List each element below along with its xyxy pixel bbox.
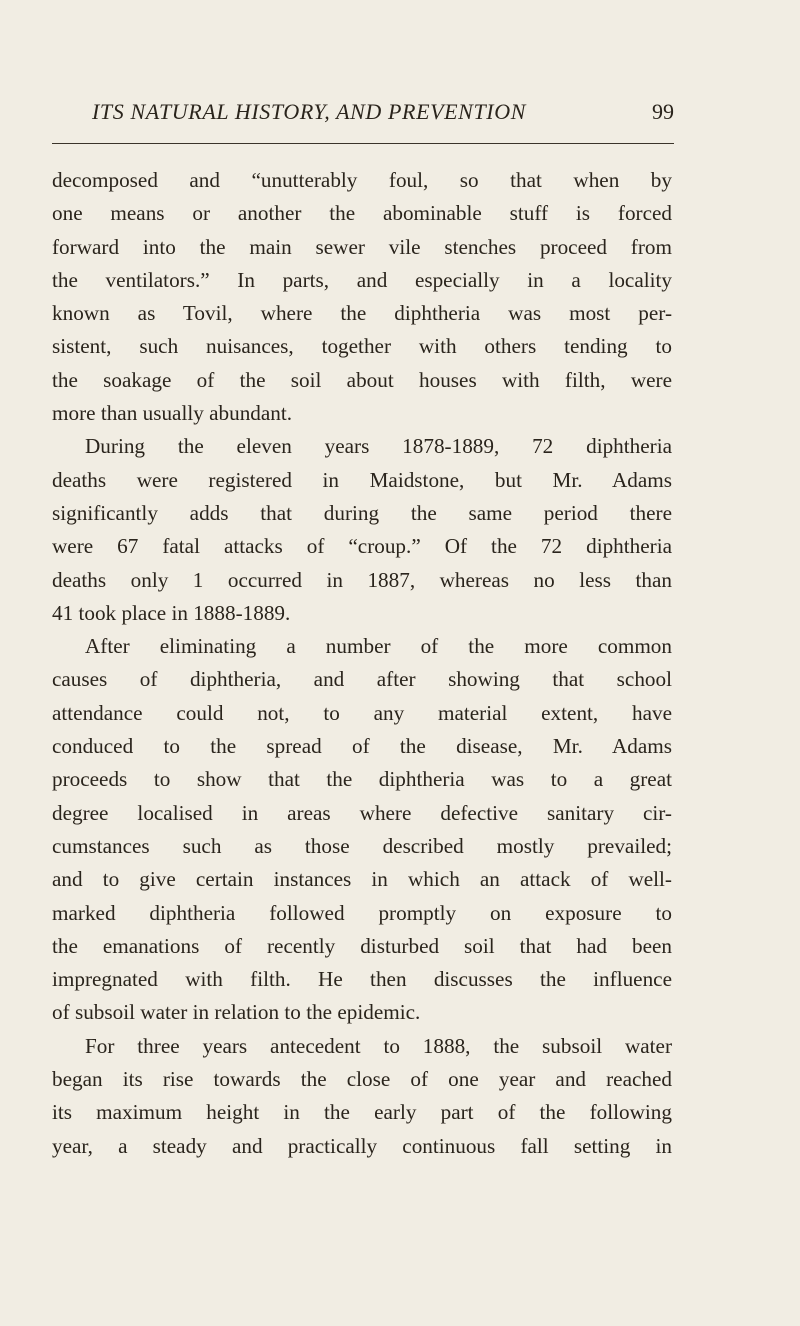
text-line: 41 took place in 1888-1889.: [52, 600, 291, 625]
page-number: 99: [652, 99, 674, 124]
text-line: decomposed and “unutterably foul, so that when by: [52, 168, 672, 192]
text-line: and to give certain instances in which an attack of well-: [52, 867, 672, 892]
text-line: began its rise towards the close of one year and reached: [52, 1067, 672, 1092]
text-line: conduced to the spread of the disease, Mr. Adams: [52, 734, 672, 759]
text-line: more than usually abundant.: [52, 401, 293, 426]
text-line: of subsoil water in relation to the epidemic.: [52, 1000, 421, 1025]
text-line: impregnated with filth. He then discusses the influence: [52, 967, 672, 992]
text-line: cumstances such as those described mostly prevailed;: [52, 833, 672, 858]
text-line: deaths were registered in Maidstone, but Mr. Adams: [52, 467, 672, 492]
text-line: sistent, such nuisances, together with others tending to: [52, 334, 672, 359]
text-line: the ventilators.” In parts, and especially in a locality: [52, 267, 672, 292]
paragraph-start-line: For three years antecedent to 1888, the subsoil water: [85, 1033, 672, 1058]
text-line: year, a steady and practically continuous fall setting in: [52, 1133, 672, 1158]
body-text: [52, 164, 672, 1163]
text-line: one means or another the abominable stuff is forced: [52, 201, 672, 226]
header-rule: [52, 143, 674, 144]
paragraph-start-line: After eliminating a number of the more common: [85, 634, 672, 659]
text-line: forward into the main sewer vile stenches proceed from: [52, 234, 672, 259]
running-head-title: ITS NATURAL HISTORY, AND PREVENTION: [92, 99, 526, 124]
text-line: degree localised in areas where defective sanitary cir-: [52, 800, 672, 825]
text-line: the soakage of the soil about houses with filth, were: [52, 367, 672, 392]
text-line: attendance could not, to any material extent, have: [52, 700, 672, 725]
text-line: deaths only 1 occurred in 1887, whereas no less than: [52, 567, 672, 592]
text-line: proceeds to show that the diphtheria was to a great: [52, 767, 672, 792]
text-line: significantly adds that during the same period there: [52, 500, 672, 525]
text-line: known as Tovil, where the diphtheria was most per-: [52, 301, 672, 326]
text-line: the emanations of recently disturbed soil that had been: [52, 933, 672, 958]
text-line: causes of diphtheria, and after showing that school: [52, 667, 672, 692]
text-line: its maximum height in the early part of the following: [52, 1100, 672, 1125]
paragraph-start-line: During the eleven years 1878-1889, 72 diphtheria: [85, 434, 672, 459]
text-line: were 67 fatal attacks of “croup.” Of the 72 diphtheria: [52, 534, 672, 559]
running-head: [92, 96, 674, 128]
text-line: marked diphtheria followed promptly on exposure to: [52, 900, 672, 925]
